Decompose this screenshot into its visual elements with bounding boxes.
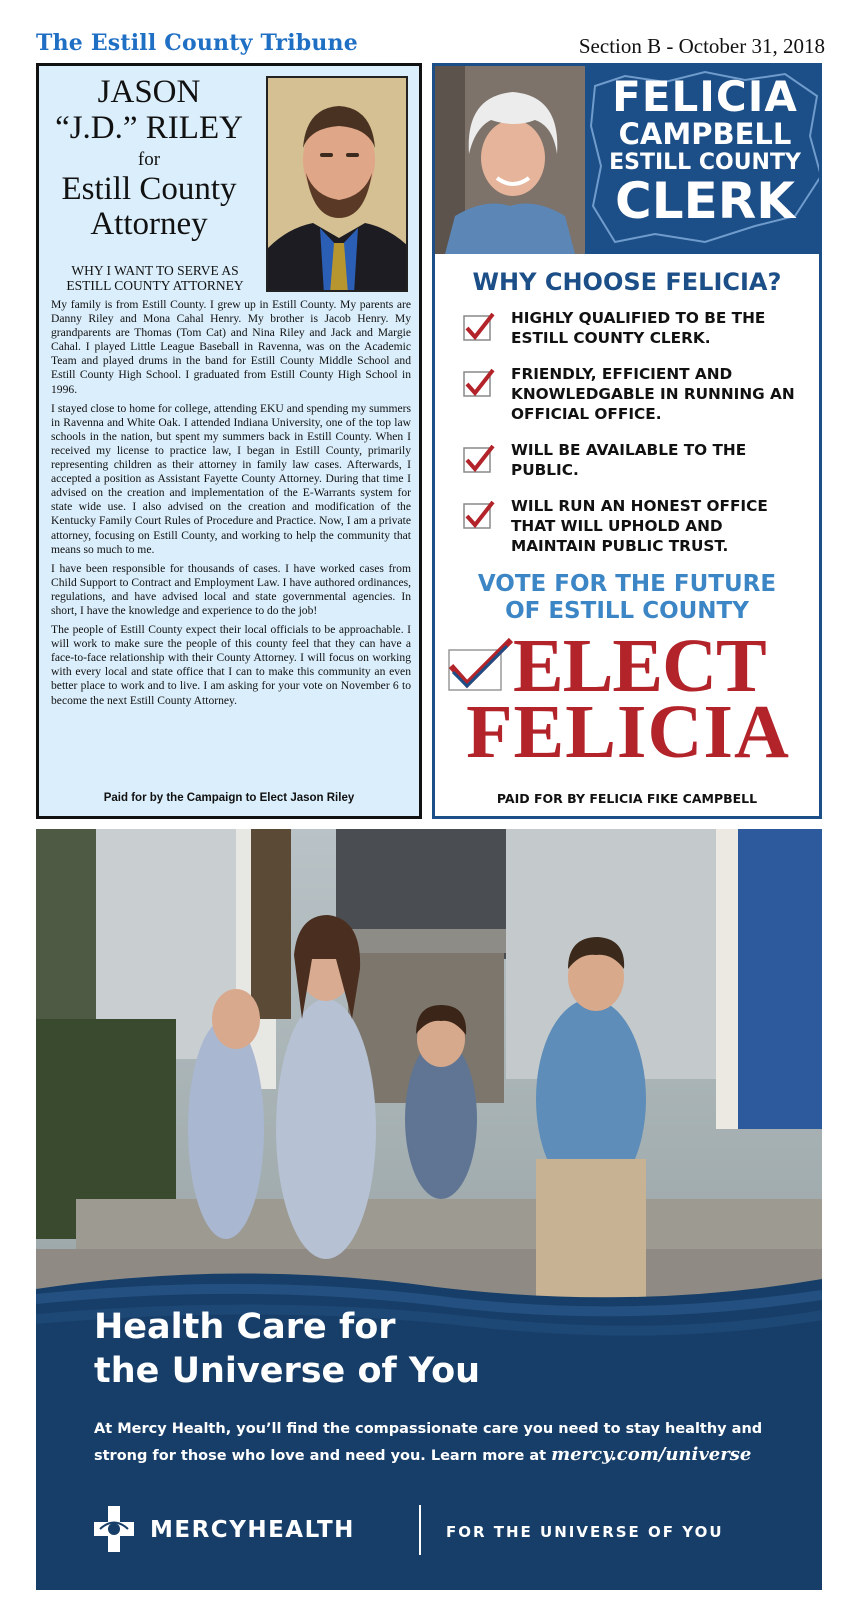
reason-text: WILL BE AVAILABLE TO THE PUBLIC. bbox=[511, 441, 747, 479]
campbell-title bbox=[585, 72, 822, 230]
riley-name-line2: “J.D.” RILEY bbox=[55, 110, 243, 146]
campbell-title-line1: FELICIA bbox=[612, 72, 798, 121]
campbell-campaign-ad bbox=[432, 63, 822, 819]
mercy-url-link[interactable]: mercy.com/universe bbox=[551, 1444, 752, 1465]
mercy-headline bbox=[94, 1305, 694, 1393]
riley-name-line1: JASON bbox=[97, 74, 201, 110]
riley-for: for bbox=[137, 149, 161, 170]
reason-item bbox=[463, 440, 808, 480]
campbell-portrait-photo bbox=[435, 66, 585, 254]
checkbox-checkmark-icon bbox=[463, 368, 495, 398]
mercy-health-ad bbox=[36, 829, 822, 1590]
riley-statement bbox=[51, 298, 411, 713]
riley-why-line2: ESTILL COUNTY ATTORNEY bbox=[66, 278, 244, 293]
riley-campaign-ad bbox=[36, 63, 422, 819]
riley-paragraph-2: I stayed close to home for college, attending EKU and spending my summers in Ravenna and White Oak. I attended Indiana University, one of the top law schools in the nation, but spent my summers back in Estill County. When I received my license to practice law, I began in Estill County, primarily representing children as their attorney in family law cases. Afterwards, I accepted a position as Assistant Fayette County Attorney. During that time I advised on the creation and implementation of the E-Warrants system for state wide use. I also advised on the creation and modification of the Kentucky Family Court Rules of Procedure and Practice. Now, I am a private attorney, focusing on Estill County, and working to help the community that means so much to me. bbox=[51, 401, 411, 556]
mercy-body-text: At Mercy Health, you’ll find the compassionate care you need to stay healthy and strong for those who love and need you. Learn more at bbox=[94, 1421, 763, 1464]
reason-text: HIGHLY QUALIFIED TO BE THE ESTILL COUNTY CLERK. bbox=[511, 309, 766, 347]
checkbox-checkmark-icon bbox=[463, 444, 495, 474]
checkbox-checkmark-icon bbox=[463, 500, 495, 530]
riley-office-line2: Attorney bbox=[90, 206, 208, 242]
riley-why-heading bbox=[39, 263, 271, 293]
riley-paid-disclaimer: Paid for by the Campaign to Elect Jason Riley bbox=[103, 792, 355, 804]
mercy-headline-line1: Health Care for bbox=[94, 1307, 396, 1347]
vote-line1: VOTE FOR THE FUTURE bbox=[477, 571, 777, 597]
campbell-title-line2: CAMPBELL bbox=[618, 117, 792, 151]
riley-paragraph-4: The people of Estill County expect their local officials to be approachable. I will work to make sure the people of this county feel that they can have a face-to-face relationship with their County Attorney. I will focus on working with every local and state office that I can to make this community an even better place to work and to live. I am asking for your vote on November 6 to become the next Estill County Attorney. bbox=[51, 623, 411, 707]
riley-paragraph-3: I have been responsible for thousands of cases. I have worked cases from Child Support to Contract and Employment Law. I have authored ordinances, regulations, and have advised local and state governmental agencies. In short, I have the knowledge and experience to do the job! bbox=[51, 561, 411, 617]
riley-header bbox=[39, 74, 259, 242]
mercy-headline-line2: the Universe of You bbox=[94, 1351, 481, 1391]
campbell-reasons-list bbox=[463, 308, 808, 572]
reason-text: WILL RUN AN HONEST OFFICE THAT WILL UPHOLD AND MAINTAIN PUBLIC TRUST. bbox=[511, 497, 768, 555]
felicia-word: FELICIA bbox=[466, 690, 790, 774]
vote-line2: OF ESTILL COUNTY bbox=[505, 598, 749, 624]
reason-item bbox=[463, 364, 808, 424]
mercy-health-cross-logo-icon bbox=[94, 1506, 134, 1552]
elect-felicia-logo bbox=[447, 624, 809, 774]
ballot-checkmark-icon bbox=[447, 636, 513, 692]
campbell-header-band bbox=[435, 66, 819, 254]
campbell-title-line3: ESTILL COUNTY bbox=[609, 150, 801, 175]
campbell-why-heading: WHY CHOOSE FELICIA? bbox=[472, 268, 782, 296]
checkbox-checkmark-icon bbox=[463, 312, 495, 342]
reason-item bbox=[463, 496, 808, 556]
mercy-body-copy bbox=[94, 1417, 794, 1469]
reason-item bbox=[463, 308, 808, 348]
riley-paragraph-1: My family is from Estill County. I grew up in Estill County. My parents are Danny Riley and Mona Cahal Henry. My brother is Jacob Henry. My grandparents are Thomas (Tom Cat) and Nina Riley and Jack and Margie Cahal. I played Little League Baseball in Ravenna, was on the Academic Team and played drums in the band for Estill County Middle School and Estill County High School. I graduated from Estill County High School in 1996. bbox=[51, 298, 411, 396]
newspaper-title: The Estill County Tribune bbox=[36, 30, 358, 56]
mercy-health-brand: MERCYHEALTH bbox=[150, 1517, 355, 1543]
mercy-tagline: FOR THE UNIVERSE OF YOU bbox=[446, 1523, 724, 1541]
section-date: Section B - October 31, 2018 bbox=[578, 34, 825, 58]
campbell-title-line4: CLERK bbox=[615, 172, 795, 230]
family-porch-photo bbox=[36, 829, 822, 1299]
riley-why-line1: WHY I WANT TO SERVE AS bbox=[71, 263, 239, 278]
elect-word: ELECT bbox=[513, 624, 766, 708]
riley-office-line1: Estill County bbox=[61, 171, 237, 207]
campbell-paid-disclaimer: PAID FOR BY FELICIA FIKE CAMPBELL bbox=[496, 791, 758, 806]
reason-text: FRIENDLY, EFFICIENT AND KNOWLEDGABLE IN RUNNING AN OFFICIAL OFFICE. bbox=[511, 365, 795, 423]
riley-portrait-photo bbox=[266, 76, 408, 292]
campbell-vote-slogan bbox=[435, 571, 819, 625]
brand-divider bbox=[419, 1505, 421, 1555]
